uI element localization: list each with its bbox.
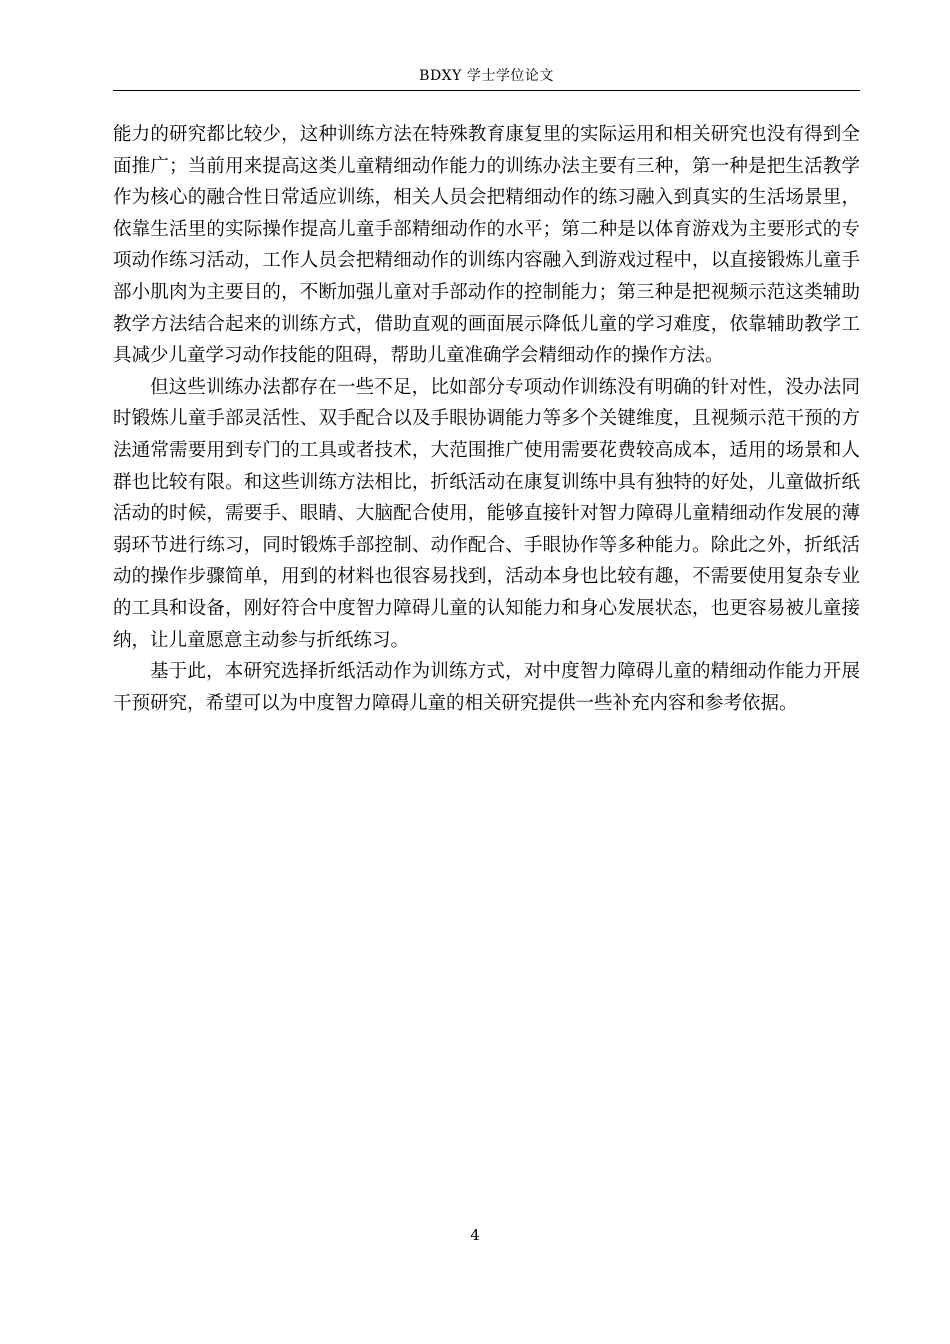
page-header xyxy=(113,66,860,91)
paragraph-limitations: 但这些训练办法都存在一些不足，比如部分专项动作训练没有明确的针对性，没办法同时锻炼儿童手部灵活性、双手配合以及手眼协调能力等多个关键维度，且视频示范干预的方法通常需要用到专门的工具或者技术，大范围推广使用需要花费较高成本，适用的场景和人群也比较有限。和这些训练方法相比，折纸活动在康复训练中具有独特的好处，儿童做折纸活动的时候，需要手、眼睛、大脑配合使用，能够直接针对智力障碍儿童精细动作发展的薄弱环节进行练习，同时锻炼手部控制、动作配合、手眼协作等多种能力。除此之外，折纸活动的操作步骤简单，用到的材料也很容易找到，活动本身也比较有趣，不需要使用复杂专业的工具和设备，刚好符合中度智力障碍儿童的认知能力和身心发展状态，也更容易被儿童接纳，让儿童愿意主动参与折纸练习。 xyxy=(113,376,860,651)
body-text xyxy=(113,119,860,719)
page-number: 4 xyxy=(470,1226,480,1244)
paragraph-continued: 能力的研究都比较少，这种训练方法在特殊教育康复里的实际运用和相关研究也没有得到全面推广；当前用来提高这类儿童精细动作能力的训练办法主要有三种，第一种是把生活教学作为核心的融合性日常适应训练，相关人员会把精细动作的练习融入到真实的生活场景里，依靠生活里的实际操作提高儿童手部精细动作的水平；第二种是以体育游戏为主要形式的专项动作练习活动，工作人员会把精细动作的训练内容融入到游戏过程中，以直接锻炼儿童手部小肌肉为主要目的，不断加强儿童对手部动作的控制能力；第三种是把视频示范这类辅助教学方法结合起来的训练方式，借助直观的画面展示降低儿童的学习难度，依靠辅助教学工具减少儿童学习动作技能的阻碍，帮助儿童准确学会精细动作的操作方法。 xyxy=(113,124,860,367)
header-title: BDXY 学士学位论文 xyxy=(419,68,554,84)
paragraph-conclusion: 基于此，本研究选择折纸活动作为训练方式，对中度智力障碍儿童的精细动作能力开展干预研究，希望可以为中度智力障碍儿童的相关研究提供一些补充内容和参考依据。 xyxy=(113,661,860,714)
